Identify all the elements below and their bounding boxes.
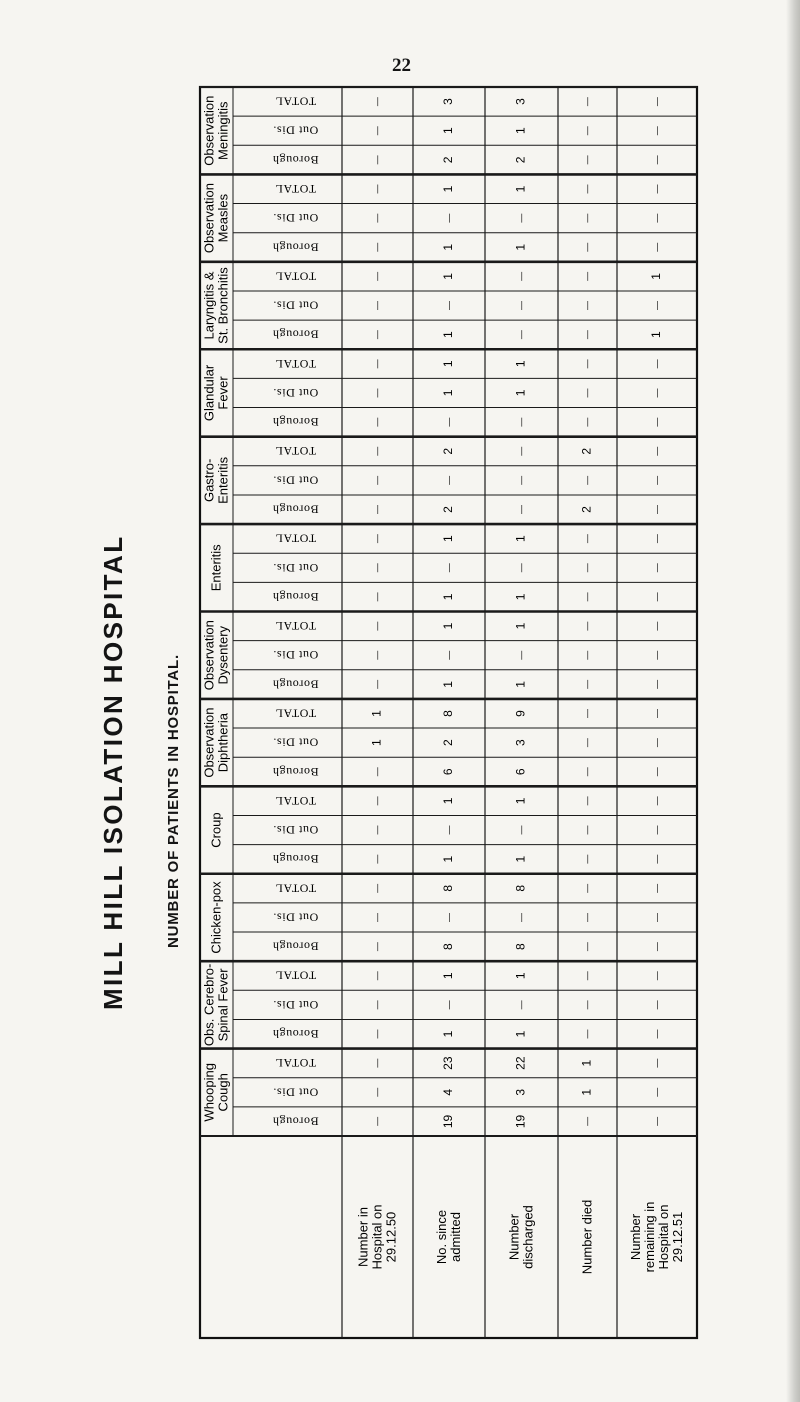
- table-cell-value: 1: [513, 855, 528, 863]
- table-cell-value: —: [581, 708, 592, 718]
- table-cell-value: —: [581, 650, 592, 660]
- sub-column-label: Borough: [272, 852, 319, 867]
- sub-column-label: Borough: [272, 1114, 319, 1129]
- table-cell-value: —: [581, 475, 592, 485]
- table-cell-value: —: [651, 563, 662, 573]
- table-cell-value: 2: [441, 506, 456, 513]
- table-cell-value: —: [651, 184, 662, 194]
- table-cell-value: 1: [441, 1030, 456, 1038]
- table-cell-value: —: [651, 242, 662, 252]
- disease-name: Obs. Cerebro-Spinal Fever: [201, 963, 231, 1047]
- table-cell-value: —: [443, 301, 454, 311]
- table-cell-value: —: [371, 650, 382, 660]
- table-cell-value: 1: [441, 360, 456, 368]
- table-cell-value: —: [651, 796, 662, 806]
- table-cell-value: —: [651, 301, 662, 311]
- table-cell-value: 1: [513, 972, 528, 980]
- table-cell-value: —: [371, 301, 382, 311]
- table-cell-value: —: [651, 1058, 662, 1068]
- table-cell-value: —: [651, 825, 662, 835]
- table-cell-value: 1: [441, 972, 456, 980]
- table-cell-value: —: [371, 1058, 382, 1068]
- table-cell-value: —: [581, 592, 592, 602]
- table-cell-value: —: [515, 475, 526, 485]
- table-cell-value: —: [515, 650, 526, 660]
- table-cell-value: —: [371, 97, 382, 107]
- table-cell-value: 2: [513, 156, 528, 164]
- table-cell-value: 3: [513, 1088, 528, 1096]
- table-cell-value: —: [371, 1087, 382, 1097]
- sub-column-label: Out Dis.: [272, 385, 319, 400]
- table-cell-value: 8: [441, 943, 456, 950]
- table-cell-value: 6: [513, 768, 528, 776]
- table-cell-value: 1: [513, 797, 528, 805]
- sub-column-label: TOTAL: [274, 181, 317, 196]
- table-cell-value: —: [515, 301, 526, 311]
- table-cell-value: —: [581, 796, 592, 806]
- table-cell-value: —: [515, 825, 526, 835]
- table-cell-value: 1: [513, 593, 528, 601]
- table-cell-value: 1: [513, 681, 528, 688]
- table-cell-value: —: [651, 767, 662, 777]
- disease-name: Enteritis: [208, 544, 224, 592]
- table-cell-value: —: [371, 621, 382, 631]
- table-cell-value: 3: [441, 98, 456, 105]
- table-cell-value: —: [371, 592, 382, 602]
- table-cell-value: 2: [441, 739, 456, 746]
- row-header-label: No. sinceadmitted: [434, 1209, 463, 1265]
- table-cell-value: —: [371, 679, 382, 689]
- table-cell-value: —: [651, 417, 662, 427]
- table-cell-value: 1: [513, 389, 528, 397]
- disease-name: Chicken-pox: [208, 881, 224, 954]
- table-cell-value: 8: [441, 884, 456, 892]
- disease-name: ObservationMeningitis: [201, 95, 231, 166]
- table-cell-value: —: [651, 971, 662, 981]
- table-cell-value: —: [371, 854, 382, 864]
- table-cell-value: —: [651, 1087, 662, 1097]
- table-cell-value: 1: [513, 622, 528, 630]
- table-cell-value: 1: [441, 273, 456, 280]
- sub-column-label: Out Dis.: [272, 211, 319, 226]
- table-cell-value: 22: [513, 1056, 528, 1070]
- table-cell-value: —: [371, 534, 382, 544]
- table-cell-value: —: [371, 359, 382, 369]
- disease-name: GlandularFever: [201, 364, 231, 422]
- table-cell-value: —: [371, 184, 382, 194]
- sub-column-label: Borough: [272, 502, 319, 517]
- table-cell-value: —: [581, 912, 592, 922]
- table-cell-value: —: [515, 213, 526, 223]
- table-cell-value: 1: [441, 797, 456, 805]
- table-cell-value: —: [371, 330, 382, 340]
- table-cell-value: 19: [513, 1114, 528, 1129]
- sub-column-label: Out Dis.: [272, 298, 319, 313]
- table-cell-value: —: [581, 126, 592, 136]
- row-header-label: Numberremaining inHospital on29.12.51: [628, 1201, 685, 1273]
- table-cell-value: —: [651, 708, 662, 718]
- table-cell-value: 23: [441, 1056, 456, 1070]
- table-cell-value: —: [443, 475, 454, 485]
- hospital-title: MILL HILL ISOLATION HOSPITAL: [98, 534, 128, 1010]
- table-cell-value: —: [371, 271, 382, 281]
- table-cell-value: —: [581, 738, 592, 748]
- sub-column-label: Out Dis.: [272, 123, 319, 138]
- table-cell-value: —: [651, 1000, 662, 1010]
- table-cell-value: —: [515, 271, 526, 281]
- sub-column-label: TOTAL: [274, 968, 317, 983]
- sub-column-label: Borough: [272, 677, 319, 692]
- table-cell-value: —: [651, 97, 662, 107]
- row-header-label: Number inHospital on29.12.50: [355, 1204, 399, 1270]
- table-cell-value: —: [371, 563, 382, 573]
- table-cell-value: 8: [513, 884, 528, 892]
- table-cell-value: —: [581, 330, 592, 340]
- sub-column-label: TOTAL: [274, 881, 317, 896]
- disease-name: WhoopingCough: [201, 1063, 231, 1122]
- table-cell-value: 1: [649, 273, 664, 280]
- table-cell-value: —: [651, 738, 662, 748]
- table-cell-value: 1: [441, 593, 456, 601]
- table-cell-value: 1: [441, 243, 456, 251]
- table-cell-value: —: [371, 475, 382, 485]
- table-cell-value: —: [581, 1116, 592, 1126]
- sub-column-label: Borough: [272, 1027, 319, 1042]
- table-cell-value: —: [581, 825, 592, 835]
- table-cell-value: 1: [513, 1030, 528, 1038]
- table-cell-value: 1: [441, 681, 456, 688]
- table-cell-value: —: [443, 650, 454, 660]
- table-cell-value: —: [651, 1116, 662, 1126]
- table-cell-value: 1: [513, 127, 528, 135]
- table-cell-value: —: [581, 242, 592, 252]
- table-cell-value: 2: [579, 506, 594, 513]
- table-cell-value: —: [581, 854, 592, 864]
- table-cell-value: —: [651, 359, 662, 369]
- table-cell-value: 1: [649, 331, 664, 339]
- table-cell-value: 1: [441, 855, 456, 863]
- sub-column-label: Borough: [272, 764, 319, 779]
- table-cell-value: 2: [441, 447, 456, 455]
- disease-name: ObservationDysentery: [201, 620, 231, 691]
- table-cell-value: —: [581, 359, 592, 369]
- sub-column-label: TOTAL: [274, 531, 317, 546]
- table-cell-value: —: [371, 912, 382, 922]
- sub-column-label: TOTAL: [274, 793, 317, 808]
- table-cell-value: —: [371, 388, 382, 398]
- table-cell-value: —: [651, 883, 662, 893]
- table-cell-value: —: [443, 1000, 454, 1010]
- table-cell-value: —: [651, 505, 662, 515]
- sub-column-label: TOTAL: [274, 444, 317, 459]
- table-cell-value: 3: [513, 98, 528, 105]
- table-cell-value: —: [443, 417, 454, 427]
- table-cell-value: 1: [441, 127, 456, 135]
- table-cell-value: —: [515, 417, 526, 427]
- table-cell-value: 1: [441, 331, 456, 339]
- table-cell-value: —: [515, 505, 526, 515]
- table-cell-value: —: [371, 883, 382, 893]
- table-cell-value: —: [581, 213, 592, 223]
- sub-column-label: TOTAL: [274, 356, 317, 371]
- table-cell-value: 1: [513, 185, 528, 193]
- table-cell-value: —: [581, 971, 592, 981]
- table-cell-value: —: [515, 330, 526, 340]
- disease-name: ObservationMeasles: [201, 183, 231, 254]
- sub-column-label: TOTAL: [274, 94, 317, 109]
- table-cell-value: —: [371, 1000, 382, 1010]
- table-cell-value: —: [581, 388, 592, 398]
- disease-name: Croup: [208, 812, 224, 848]
- table-cell-value: —: [651, 213, 662, 223]
- table-cell-value: —: [651, 155, 662, 165]
- table-cell-value: —: [651, 679, 662, 689]
- table-cell-value: —: [515, 446, 526, 456]
- table-cell-value: 3: [513, 739, 528, 746]
- table-cell-value: 1: [369, 710, 384, 717]
- table-cell-value: 1: [441, 389, 456, 397]
- table-cell-value: —: [581, 942, 592, 952]
- sub-column-label: Out Dis.: [272, 648, 319, 663]
- sub-column-label: Out Dis.: [272, 823, 319, 838]
- table-cell-value: —: [651, 534, 662, 544]
- sub-column-label: Borough: [272, 327, 319, 342]
- table-cell-value: 19: [441, 1114, 456, 1129]
- table-cell-value: —: [651, 1029, 662, 1039]
- table-cell-value: —: [581, 621, 592, 631]
- table-cell-value: —: [371, 825, 382, 835]
- sub-column-label: Out Dis.: [272, 997, 319, 1012]
- sub-column-label: TOTAL: [274, 706, 317, 721]
- table-cell-value: —: [651, 912, 662, 922]
- table-cell-value: 1: [369, 739, 384, 746]
- table-cell-value: —: [371, 796, 382, 806]
- table-cell-value: 1: [579, 1059, 594, 1067]
- table-cell-value: —: [581, 1029, 592, 1039]
- table-cell-value: —: [651, 621, 662, 631]
- sub-column-label: Borough: [272, 415, 319, 430]
- table-cell-value: 1: [441, 185, 456, 193]
- table-cell-value: —: [443, 912, 454, 922]
- sub-column-label: Borough: [272, 240, 319, 255]
- table-cell-value: —: [371, 942, 382, 952]
- table-cell-value: —: [443, 213, 454, 223]
- table-cell-value: 1: [441, 535, 456, 542]
- table-cell-value: 1: [513, 243, 528, 251]
- table-cell-value: —: [581, 1000, 592, 1010]
- table-cell-value: —: [651, 650, 662, 660]
- table-cell-value: 1: [579, 1088, 594, 1096]
- table-cell-value: 9: [513, 710, 528, 717]
- table-cell-value: —: [581, 563, 592, 573]
- table-cell-value: —: [443, 563, 454, 573]
- table-cell-value: —: [651, 475, 662, 485]
- disease-name: ObservationDiphtheria: [201, 707, 231, 778]
- table-cell-value: 2: [441, 156, 456, 164]
- table-cell-value: —: [371, 767, 382, 777]
- table-cell-value: —: [371, 417, 382, 427]
- table-cell-value: —: [581, 883, 592, 893]
- table-cell-value: —: [443, 825, 454, 835]
- table-cell-value: —: [371, 126, 382, 136]
- row-header-label: Numberdischarged: [506, 1205, 536, 1269]
- sub-column-label: Out Dis.: [272, 560, 319, 575]
- table-cell-value: —: [581, 271, 592, 281]
- table-cell-value: —: [515, 912, 526, 922]
- page-number: 22: [392, 55, 411, 76]
- sub-column-label: TOTAL: [274, 269, 317, 284]
- table-cell-value: —: [371, 446, 382, 456]
- table-cell-value: —: [581, 534, 592, 544]
- table-cell-value: —: [651, 854, 662, 864]
- table-cell-value: 4: [441, 1088, 456, 1096]
- table-cell-value: —: [651, 942, 662, 952]
- sub-column-label: Out Dis.: [272, 735, 319, 750]
- table-cell-value: —: [651, 388, 662, 398]
- table-cell-value: —: [371, 971, 382, 981]
- table-cell-value: 1: [513, 360, 528, 368]
- sub-column-label: TOTAL: [274, 1056, 317, 1071]
- sub-column-label: Borough: [272, 152, 319, 167]
- table-cell-value: 8: [441, 710, 456, 717]
- table-cell-value: —: [371, 155, 382, 165]
- table-cell-value: —: [371, 213, 382, 223]
- table-cell-value: —: [371, 505, 382, 515]
- table-cell-value: 1: [441, 622, 456, 630]
- sub-column-label: Out Dis.: [272, 910, 319, 925]
- table-cell-value: 1: [513, 535, 528, 542]
- table-cell-value: —: [371, 1116, 382, 1126]
- row-header-label: Number died: [579, 1199, 595, 1275]
- table-cell-value: —: [371, 242, 382, 252]
- sub-column-label: Out Dis.: [272, 473, 319, 488]
- disease-name: Gastro-Enteritis: [201, 456, 231, 504]
- table-cell-value: —: [581, 97, 592, 107]
- table-cell-value: —: [515, 563, 526, 573]
- table-cell-value: 2: [579, 447, 594, 455]
- table-cell-value: —: [581, 679, 592, 689]
- table-cell-value: —: [581, 301, 592, 311]
- sub-column-label: Borough: [272, 939, 319, 954]
- table-cell-value: —: [651, 126, 662, 136]
- table-cell-value: 8: [513, 943, 528, 950]
- sub-column-label: Out Dis.: [272, 1085, 319, 1100]
- table-cell-value: —: [371, 1029, 382, 1039]
- disease-name: Laryngitis &St. Bronchitis: [201, 267, 231, 344]
- table-cell-value: —: [651, 446, 662, 456]
- table-cell-value: —: [581, 767, 592, 777]
- table-cell-value: —: [581, 184, 592, 194]
- sub-column-label: TOTAL: [274, 619, 317, 634]
- table-subtitle: NUMBER OF PATIENTS IN HOSPITAL.: [165, 654, 182, 948]
- table-cell-value: —: [651, 592, 662, 602]
- table-cell-value: 6: [441, 768, 456, 776]
- table-cell-value: —: [515, 1000, 526, 1010]
- table-cell-value: —: [581, 155, 592, 165]
- table-cell-value: —: [581, 417, 592, 427]
- sub-column-label: Borough: [272, 589, 319, 604]
